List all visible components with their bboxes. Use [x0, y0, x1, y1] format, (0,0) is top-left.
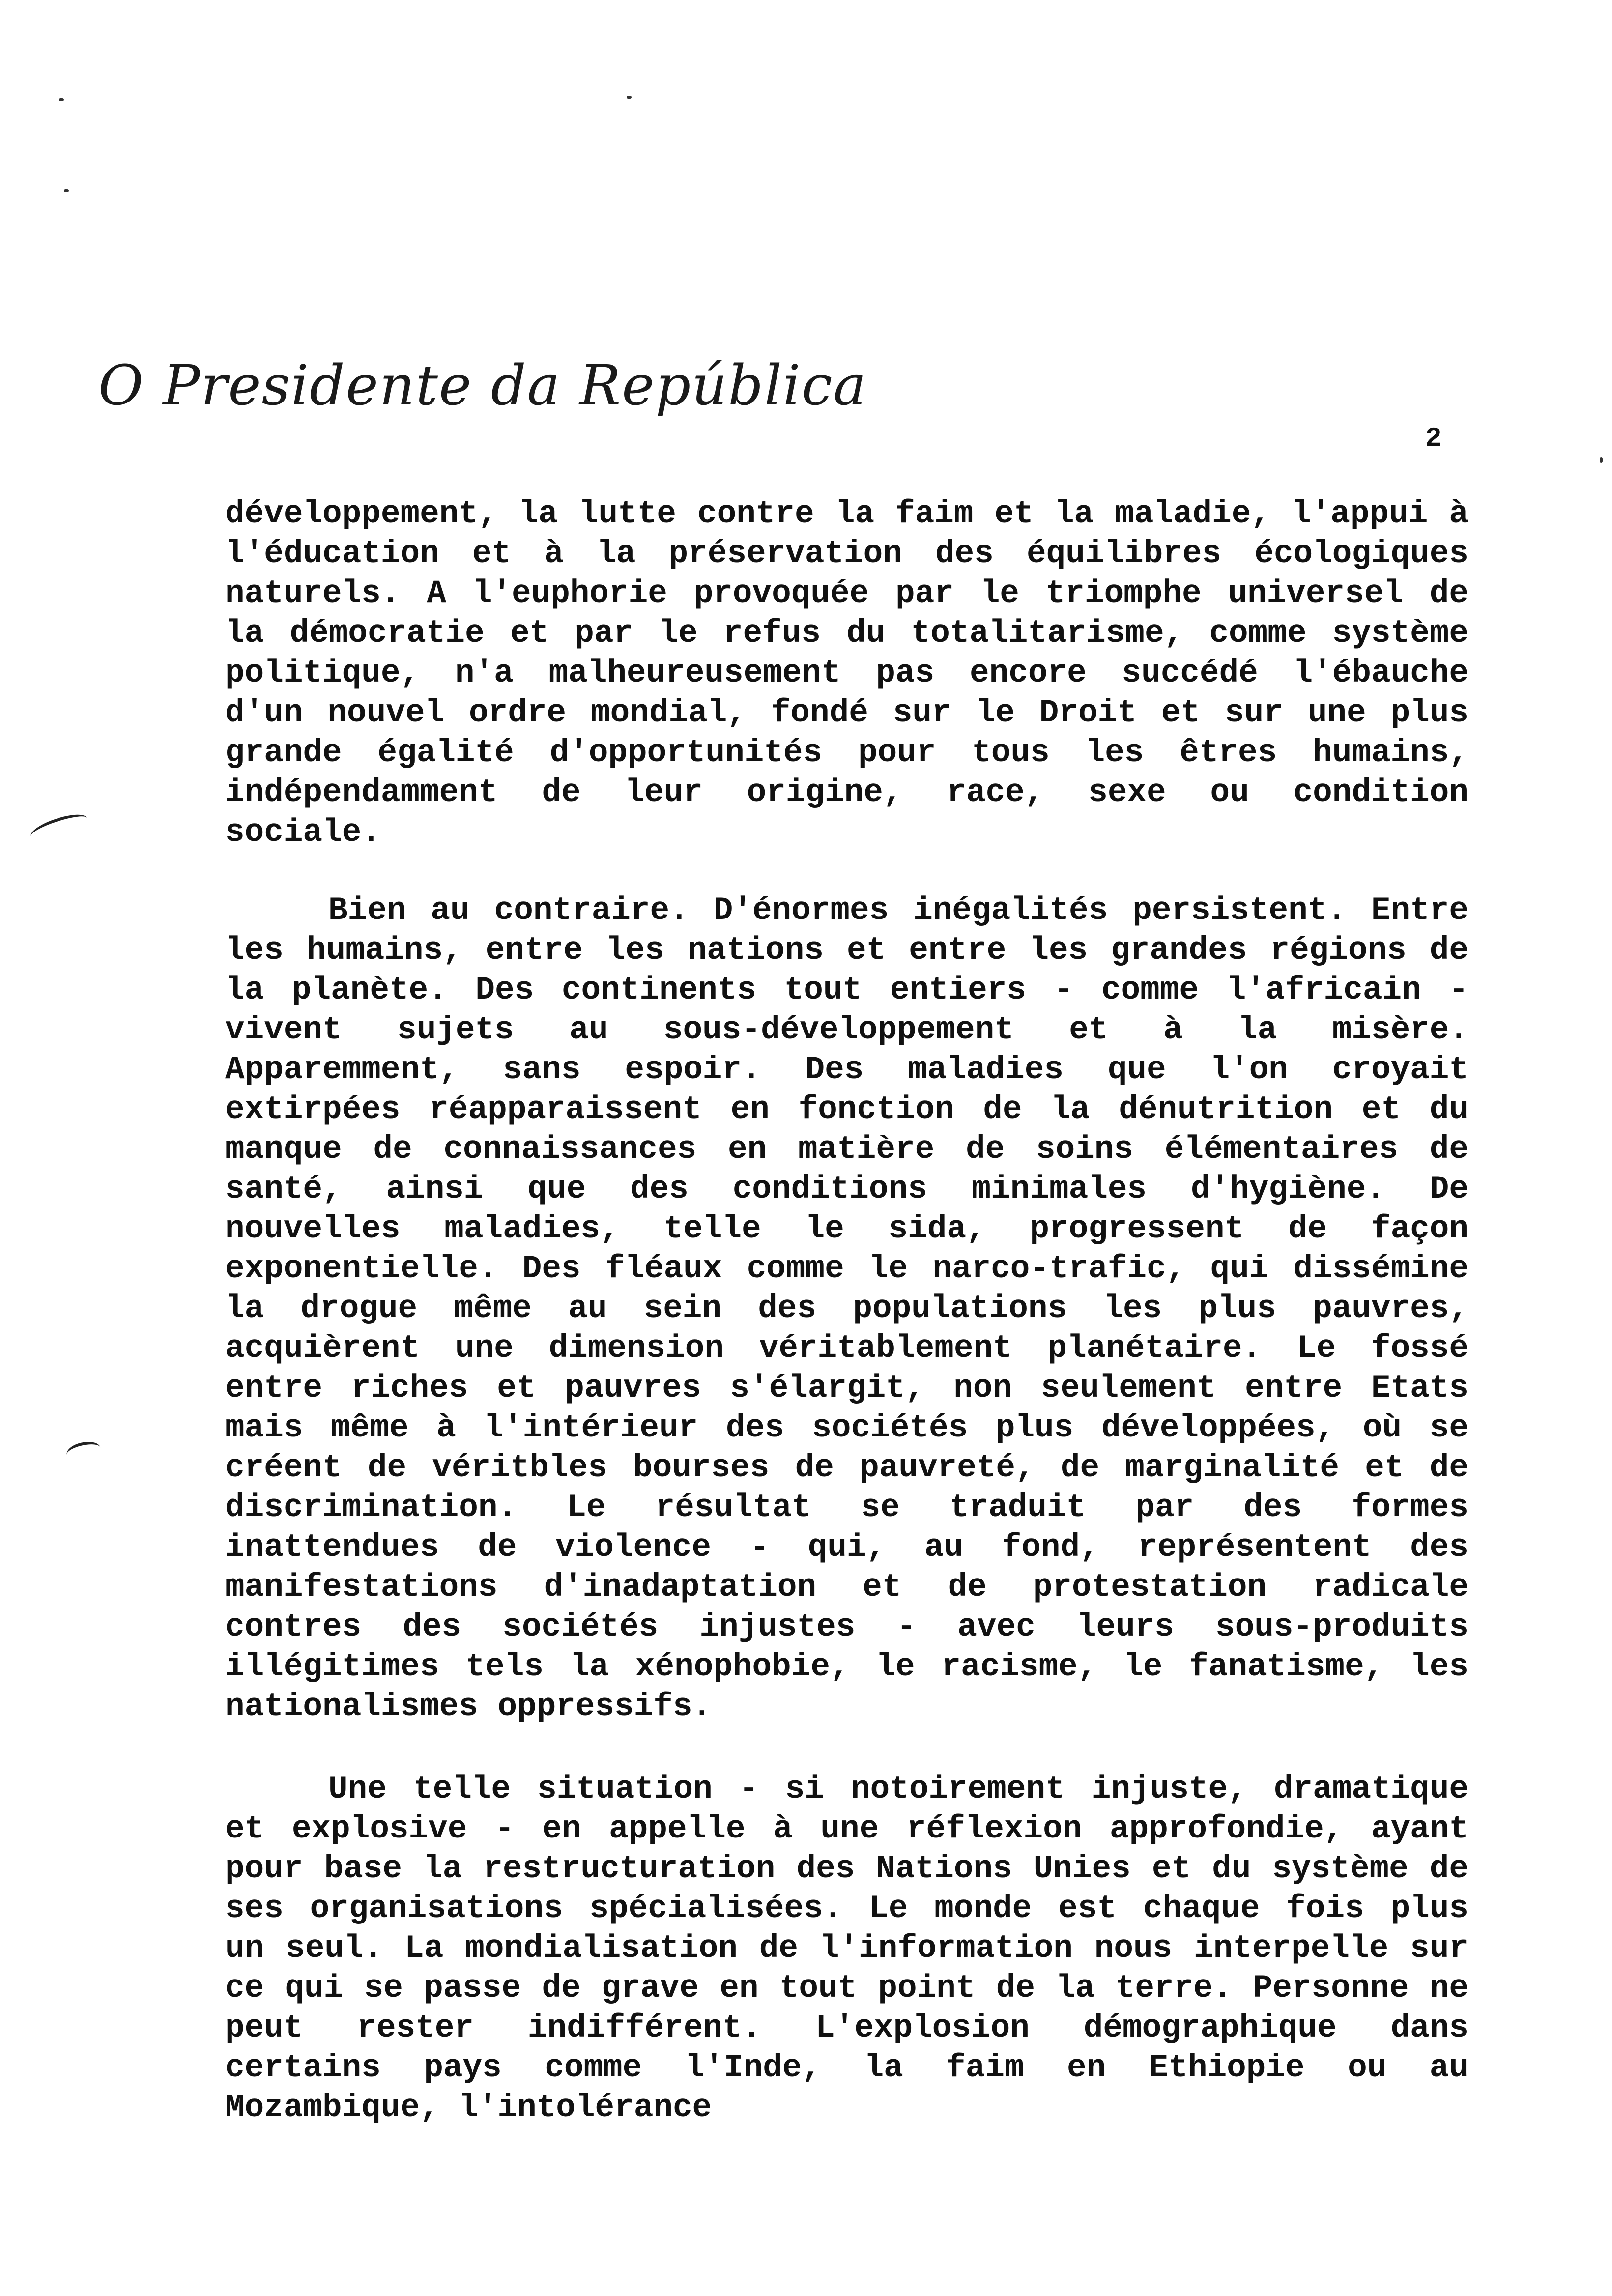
paragraph-1: développement, la lutte contre la faim et la maladie, l'appui à l'éducation et à la préservation des équilibres écologiques naturels. A l'euphorie provoquée par le triomphe universel de la démocratie et par le refus du totalitarisme, comme système politique, n'a malheureusement pas encore succédé l'ébauche d'un nouvel ordre mondial, fondé sur le Droit et sur une plus grande égalité d'opportunités pour tous les êtres humains, indépendamment de leur origine, race, sexe ou condition sociale.: [225, 495, 1468, 851]
scan-speck: [627, 96, 632, 99]
scan-speck: [59, 98, 64, 101]
margin-pen-mark: [28, 809, 89, 844]
page-number: 2: [1425, 423, 1442, 454]
letterhead-title: O Presidente da República: [98, 354, 867, 418]
scan-speck: [1600, 457, 1603, 463]
margin-pen-mark: [65, 1439, 102, 1464]
scan-speck: [64, 189, 69, 192]
paragraph-3: Une telle situation - si notoirement injuste, dramatique et explosive - en appelle à une réflexion approfondie, ayant pour base la restructuration des Nations Unies et du système de ses organisations spécialisées. Le monde est chaque fois plus un seul. La mondialisation de l'information nous interpelle sur ce qui se passe de grave en tout point de la terre. Personne ne peut rester indifférent. L'explosion démographique dans certains pays comme l'Inde, la faim en Ethiopie ou au Mozambique, l'intolérance: [225, 1771, 1468, 2126]
paragraph-2: Bien au contraire. D'énormes inégalités persistent. Entre les humains, entre les nations et entre les grandes régions de la planète. Des continents tout entiers - comme l'africain - vivent sujets au sous-développement et à la misère. Apparemment, sans espoir. Des maladies que l'on croyait extirpées réapparaissent en fonction de la dénutrition et du manque de connaissances en matière de soins élémentaires de santé, ainsi que des conditions minimales d'hygiène. De nouvelles maladies, telle le sida, progressent de façon exponentielle. Des fléaux comme le narco-trafic, qui dissémine la drogue même au sein des populations les plus pauvres, acquièrent une dimension véritablement planétaire. Le fossé entre riches et pauvres s'élargit, non seulement entre Etats mais même à l'intérieur des sociétés plus développées, où se créent de véritbles bourses de pauvreté, de marginalité et de discrimination. Le résultat se traduit par des formes inattendues de violence - qui, au fond, représentent des manifestations d'inadaptation et de protestation radicale contres des sociétés injustes - avec leurs sous-produits illégitimes tels la xénophobie, le racisme, le fanatisme, les nationalismes oppressifs.: [225, 892, 1468, 1725]
